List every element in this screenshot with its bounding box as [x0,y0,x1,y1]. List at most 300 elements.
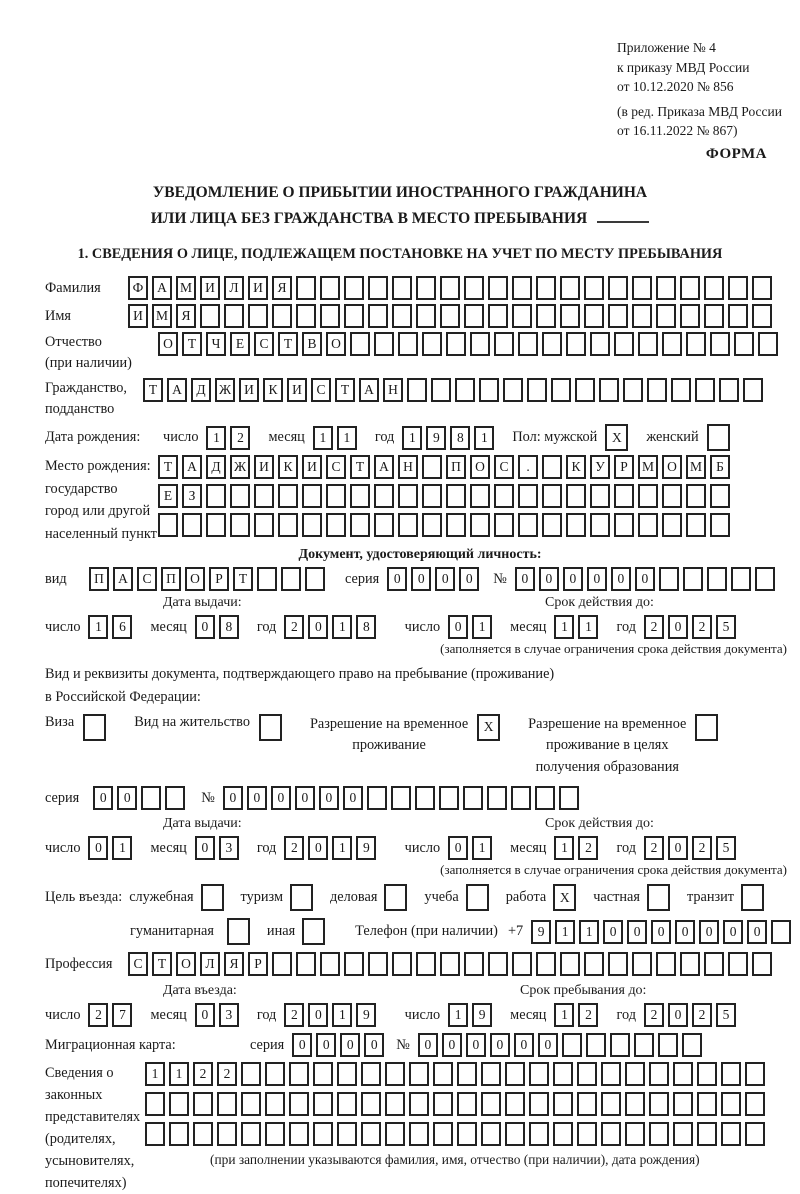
char-cell[interactable]: Т [158,455,178,479]
char-cell[interactable] [680,276,700,300]
char-cell[interactable] [296,276,316,300]
char-cell[interactable]: 5 [716,615,736,639]
char-cell[interactable] [577,1062,597,1086]
char-cell[interactable] [320,952,340,976]
char-cell[interactable] [392,276,412,300]
char-cell[interactable]: Т [233,567,253,591]
char-cell[interactable] [141,786,161,810]
char-cell[interactable]: И [248,276,268,300]
char-cell[interactable] [374,513,394,537]
char-cell[interactable]: Т [350,455,370,479]
char-cell[interactable]: Т [335,378,355,402]
char-cell[interactable]: И [200,276,220,300]
char-cell[interactable]: Я [272,276,292,300]
char-cell[interactable] [512,952,532,976]
char-cell[interactable]: 0 [308,836,328,860]
char-cell[interactable]: Т [152,952,172,976]
char-cell[interactable]: 1 [313,426,333,450]
char-cell[interactable] [755,567,775,591]
char-cell[interactable]: П [161,567,181,591]
char-cell[interactable]: 0 [418,1033,438,1057]
char-cell[interactable]: 0 [271,786,291,810]
char-cell[interactable] [416,304,436,328]
char-cell[interactable]: Т [278,332,298,356]
char-cell[interactable] [625,1062,645,1086]
char-cell[interactable] [551,378,571,402]
char-cell[interactable] [182,513,202,537]
char-cell[interactable] [265,1062,285,1086]
checkbox-cell[interactable]: X [477,714,500,741]
char-cell[interactable]: 9 [356,836,376,860]
char-cell[interactable] [634,1033,654,1057]
char-cell[interactable] [350,332,370,356]
checkbox-cell[interactable]: X [553,884,576,911]
char-cell[interactable] [254,513,274,537]
char-cell[interactable] [536,276,556,300]
char-cell[interactable]: 0 [93,786,113,810]
char-cell[interactable] [566,484,586,508]
char-cell[interactable] [337,1092,357,1116]
char-cell[interactable] [590,332,610,356]
checkbox-cell[interactable] [227,918,250,945]
char-cell[interactable] [439,786,459,810]
char-cell[interactable] [659,567,679,591]
char-cell[interactable]: 0 [668,1003,688,1027]
char-cell[interactable]: П [89,567,109,591]
char-cell[interactable] [704,304,724,328]
char-cell[interactable]: 2 [284,615,304,639]
char-cell[interactable]: В [302,332,322,356]
char-cell[interactable]: Л [200,952,220,976]
char-cell[interactable] [673,1122,693,1146]
char-cell[interactable]: 0 [411,567,431,591]
char-cell[interactable]: С [311,378,331,402]
char-cell[interactable] [313,1062,333,1086]
char-cell[interactable] [391,786,411,810]
char-cell[interactable] [518,484,538,508]
checkbox-cell[interactable]: X [605,424,628,451]
char-cell[interactable] [560,952,580,976]
char-cell[interactable] [433,1092,453,1116]
char-cell[interactable] [494,513,514,537]
char-cell[interactable] [206,484,226,508]
char-cell[interactable] [470,332,490,356]
char-cell[interactable]: 0 [515,567,535,591]
char-cell[interactable] [745,1092,765,1116]
char-cell[interactable] [745,1122,765,1146]
char-cell[interactable]: 2 [644,1003,664,1027]
checkbox-cell[interactable] [707,424,730,451]
char-cell[interactable] [680,952,700,976]
char-cell[interactable]: 1 [578,615,598,639]
char-cell[interactable] [512,276,532,300]
char-cell[interactable] [566,513,586,537]
char-cell[interactable] [656,276,676,300]
char-cell[interactable] [512,304,532,328]
char-cell[interactable]: К [566,455,586,479]
char-cell[interactable] [625,1122,645,1146]
char-cell[interactable] [745,1062,765,1086]
char-cell[interactable]: М [638,455,658,479]
char-cell[interactable]: Ф [128,276,148,300]
char-cell[interactable] [590,484,610,508]
char-cell[interactable] [368,304,388,328]
char-cell[interactable] [193,1122,213,1146]
char-cell[interactable] [398,513,418,537]
char-cell[interactable]: Е [230,332,250,356]
char-cell[interactable]: 1 [402,426,422,450]
char-cell[interactable] [145,1122,165,1146]
char-cell[interactable]: 5 [716,1003,736,1027]
char-cell[interactable] [289,1122,309,1146]
char-cell[interactable] [632,304,652,328]
char-cell[interactable] [529,1062,549,1086]
char-cell[interactable] [278,513,298,537]
char-cell[interactable] [320,304,340,328]
char-cell[interactable] [463,786,483,810]
char-cell[interactable] [608,304,628,328]
char-cell[interactable] [440,304,460,328]
char-cell[interactable]: И [287,378,307,402]
char-cell[interactable] [590,513,610,537]
char-cell[interactable] [305,567,325,591]
char-cell[interactable] [361,1062,381,1086]
char-cell[interactable]: О [176,952,196,976]
char-cell[interactable] [481,1122,501,1146]
char-cell[interactable] [488,276,508,300]
char-cell[interactable] [206,513,226,537]
char-cell[interactable] [457,1092,477,1116]
char-cell[interactable] [662,513,682,537]
char-cell[interactable] [734,332,754,356]
char-cell[interactable] [562,1033,582,1057]
char-cell[interactable] [446,513,466,537]
char-cell[interactable] [584,952,604,976]
char-cell[interactable]: 1 [554,615,574,639]
char-cell[interactable] [577,1092,597,1116]
char-cell[interactable]: 0 [319,786,339,810]
char-cell[interactable] [361,1092,381,1116]
char-cell[interactable] [433,1062,453,1086]
char-cell[interactable] [409,1092,429,1116]
char-cell[interactable]: 8 [450,426,470,450]
char-cell[interactable] [638,332,658,356]
char-cell[interactable]: И [254,455,274,479]
char-cell[interactable] [230,484,250,508]
char-cell[interactable] [350,484,370,508]
char-cell[interactable] [608,952,628,976]
char-cell[interactable] [374,332,394,356]
char-cell[interactable] [464,304,484,328]
char-cell[interactable] [535,786,555,810]
char-cell[interactable]: 2 [578,1003,598,1027]
char-cell[interactable] [577,1122,597,1146]
char-cell[interactable] [257,567,277,591]
checkbox-cell[interactable] [259,714,282,741]
checkbox-cell[interactable] [741,884,764,911]
checkbox-cell[interactable] [83,714,106,741]
char-cell[interactable]: М [686,455,706,479]
char-cell[interactable] [464,276,484,300]
char-cell[interactable]: 9 [472,1003,492,1027]
char-cell[interactable]: Ж [215,378,235,402]
char-cell[interactable] [728,276,748,300]
char-cell[interactable] [682,1033,702,1057]
char-cell[interactable] [361,1122,381,1146]
char-cell[interactable] [758,332,778,356]
char-cell[interactable] [440,276,460,300]
char-cell[interactable] [601,1122,621,1146]
char-cell[interactable] [368,276,388,300]
char-cell[interactable]: А [167,378,187,402]
char-cell[interactable] [169,1122,189,1146]
char-cell[interactable]: 1 [474,426,494,450]
char-cell[interactable]: 1 [554,836,574,860]
char-cell[interactable] [350,513,370,537]
char-cell[interactable] [385,1092,405,1116]
char-cell[interactable] [560,304,580,328]
char-cell[interactable] [368,952,388,976]
char-cell[interactable]: 0 [364,1033,384,1057]
char-cell[interactable]: Я [176,304,196,328]
char-cell[interactable]: 0 [723,920,743,944]
char-cell[interactable] [158,513,178,537]
char-cell[interactable]: С [494,455,514,479]
char-cell[interactable] [697,1062,717,1086]
char-cell[interactable]: 1 [88,615,108,639]
char-cell[interactable] [680,304,700,328]
char-cell[interactable] [623,378,643,402]
char-cell[interactable]: У [590,455,610,479]
char-cell[interactable] [241,1122,261,1146]
char-cell[interactable]: 0 [611,567,631,591]
checkbox-cell[interactable] [647,884,670,911]
char-cell[interactable] [296,304,316,328]
char-cell[interactable] [584,276,604,300]
char-cell[interactable] [632,276,652,300]
char-cell[interactable] [374,484,394,508]
char-cell[interactable]: 2 [692,615,712,639]
checkbox-cell[interactable] [466,884,489,911]
char-cell[interactable] [409,1062,429,1086]
char-cell[interactable]: 2 [217,1062,237,1086]
char-cell[interactable]: 1 [332,836,352,860]
char-cell[interactable] [710,332,730,356]
char-cell[interactable] [614,332,634,356]
char-cell[interactable] [455,378,475,402]
char-cell[interactable] [529,1122,549,1146]
char-cell[interactable] [241,1092,261,1116]
char-cell[interactable] [697,1122,717,1146]
char-cell[interactable] [542,332,562,356]
char-cell[interactable] [217,1122,237,1146]
char-cell[interactable]: 2 [88,1003,108,1027]
char-cell[interactable] [241,1062,261,1086]
char-cell[interactable] [313,1122,333,1146]
char-cell[interactable]: 0 [490,1033,510,1057]
char-cell[interactable] [553,1062,573,1086]
char-cell[interactable] [193,1092,213,1116]
char-cell[interactable]: 0 [466,1033,486,1057]
char-cell[interactable] [586,1033,606,1057]
char-cell[interactable] [422,455,442,479]
char-cell[interactable] [511,786,531,810]
char-cell[interactable] [560,276,580,300]
char-cell[interactable]: . [518,455,538,479]
char-cell[interactable]: А [113,567,133,591]
char-cell[interactable] [272,304,292,328]
char-cell[interactable] [313,1092,333,1116]
char-cell[interactable] [398,484,418,508]
char-cell[interactable]: Е [158,484,178,508]
char-cell[interactable] [302,484,322,508]
char-cell[interactable] [326,484,346,508]
char-cell[interactable] [281,567,301,591]
char-cell[interactable] [470,513,490,537]
char-cell[interactable]: 0 [195,836,215,860]
checkbox-cell[interactable] [201,884,224,911]
char-cell[interactable] [392,952,412,976]
char-cell[interactable] [614,513,634,537]
char-cell[interactable]: 2 [644,615,664,639]
char-cell[interactable] [217,1092,237,1116]
char-cell[interactable] [686,513,706,537]
char-cell[interactable] [707,567,727,591]
char-cell[interactable]: Т [143,378,163,402]
char-cell[interactable] [771,920,791,944]
char-cell[interactable] [683,567,703,591]
char-cell[interactable]: 0 [292,1033,312,1057]
char-cell[interactable] [608,276,628,300]
char-cell[interactable] [457,1062,477,1086]
char-cell[interactable] [344,952,364,976]
char-cell[interactable] [697,1092,717,1116]
char-cell[interactable] [752,276,772,300]
char-cell[interactable]: Д [191,378,211,402]
char-cell[interactable] [433,1122,453,1146]
char-cell[interactable] [575,378,595,402]
char-cell[interactable] [487,786,507,810]
char-cell[interactable]: 1 [555,920,575,944]
char-cell[interactable] [385,1122,405,1146]
char-cell[interactable]: 9 [426,426,446,450]
char-cell[interactable] [658,1033,678,1057]
char-cell[interactable]: 2 [193,1062,213,1086]
char-cell[interactable]: Я [224,952,244,976]
char-cell[interactable] [656,952,676,976]
char-cell[interactable] [248,304,268,328]
char-cell[interactable] [566,332,586,356]
char-cell[interactable] [518,513,538,537]
char-cell[interactable] [542,484,562,508]
char-cell[interactable]: 0 [340,1033,360,1057]
char-cell[interactable] [599,378,619,402]
char-cell[interactable] [649,1122,669,1146]
char-cell[interactable] [326,513,346,537]
char-cell[interactable]: 0 [651,920,671,944]
char-cell[interactable] [704,952,724,976]
char-cell[interactable]: 0 [247,786,267,810]
char-cell[interactable]: М [176,276,196,300]
char-cell[interactable]: С [326,455,346,479]
char-cell[interactable] [398,332,418,356]
char-cell[interactable] [265,1092,285,1116]
char-cell[interactable] [289,1062,309,1086]
char-cell[interactable]: 1 [472,615,492,639]
char-cell[interactable]: И [302,455,322,479]
char-cell[interactable] [422,484,442,508]
char-cell[interactable]: Р [614,455,634,479]
char-cell[interactable]: 0 [459,567,479,591]
char-cell[interactable] [721,1122,741,1146]
char-cell[interactable]: 2 [692,836,712,860]
char-cell[interactable] [536,304,556,328]
char-cell[interactable]: С [137,567,157,591]
char-cell[interactable] [542,455,562,479]
char-cell[interactable] [145,1092,165,1116]
char-cell[interactable] [385,1062,405,1086]
char-cell[interactable]: Р [209,567,229,591]
char-cell[interactable]: 0 [668,836,688,860]
char-cell[interactable]: 0 [448,615,468,639]
char-cell[interactable] [559,786,579,810]
checkbox-cell[interactable] [695,714,718,741]
char-cell[interactable]: 0 [514,1033,534,1057]
char-cell[interactable] [542,513,562,537]
char-cell[interactable] [446,484,466,508]
checkbox-cell[interactable] [302,918,325,945]
char-cell[interactable] [494,484,514,508]
char-cell[interactable] [505,1122,525,1146]
char-cell[interactable]: Т [182,332,202,356]
char-cell[interactable]: 0 [538,1033,558,1057]
char-cell[interactable] [230,513,250,537]
char-cell[interactable] [662,484,682,508]
char-cell[interactable] [165,786,185,810]
char-cell[interactable] [686,484,706,508]
char-cell[interactable]: 1 [472,836,492,860]
char-cell[interactable]: 2 [284,1003,304,1027]
char-cell[interactable]: 5 [716,836,736,860]
char-cell[interactable] [224,304,244,328]
char-cell[interactable]: А [374,455,394,479]
char-cell[interactable] [529,1092,549,1116]
char-cell[interactable] [601,1062,621,1086]
char-cell[interactable] [649,1062,669,1086]
char-cell[interactable]: З [182,484,202,508]
char-cell[interactable] [656,304,676,328]
char-cell[interactable]: 0 [343,786,363,810]
char-cell[interactable] [169,1092,189,1116]
char-cell[interactable]: М [152,304,172,328]
char-cell[interactable] [610,1033,630,1057]
char-cell[interactable]: 0 [675,920,695,944]
char-cell[interactable]: А [182,455,202,479]
char-cell[interactable]: 3 [219,836,239,860]
char-cell[interactable] [710,513,730,537]
char-cell[interactable]: О [326,332,346,356]
char-cell[interactable] [265,1122,285,1146]
char-cell[interactable] [527,378,547,402]
char-cell[interactable]: 0 [668,615,688,639]
char-cell[interactable] [416,276,436,300]
char-cell[interactable]: Ж [230,455,250,479]
char-cell[interactable] [200,304,220,328]
char-cell[interactable] [752,952,772,976]
char-cell[interactable]: Ч [206,332,226,356]
char-cell[interactable]: 2 [644,836,664,860]
char-cell[interactable] [422,513,442,537]
